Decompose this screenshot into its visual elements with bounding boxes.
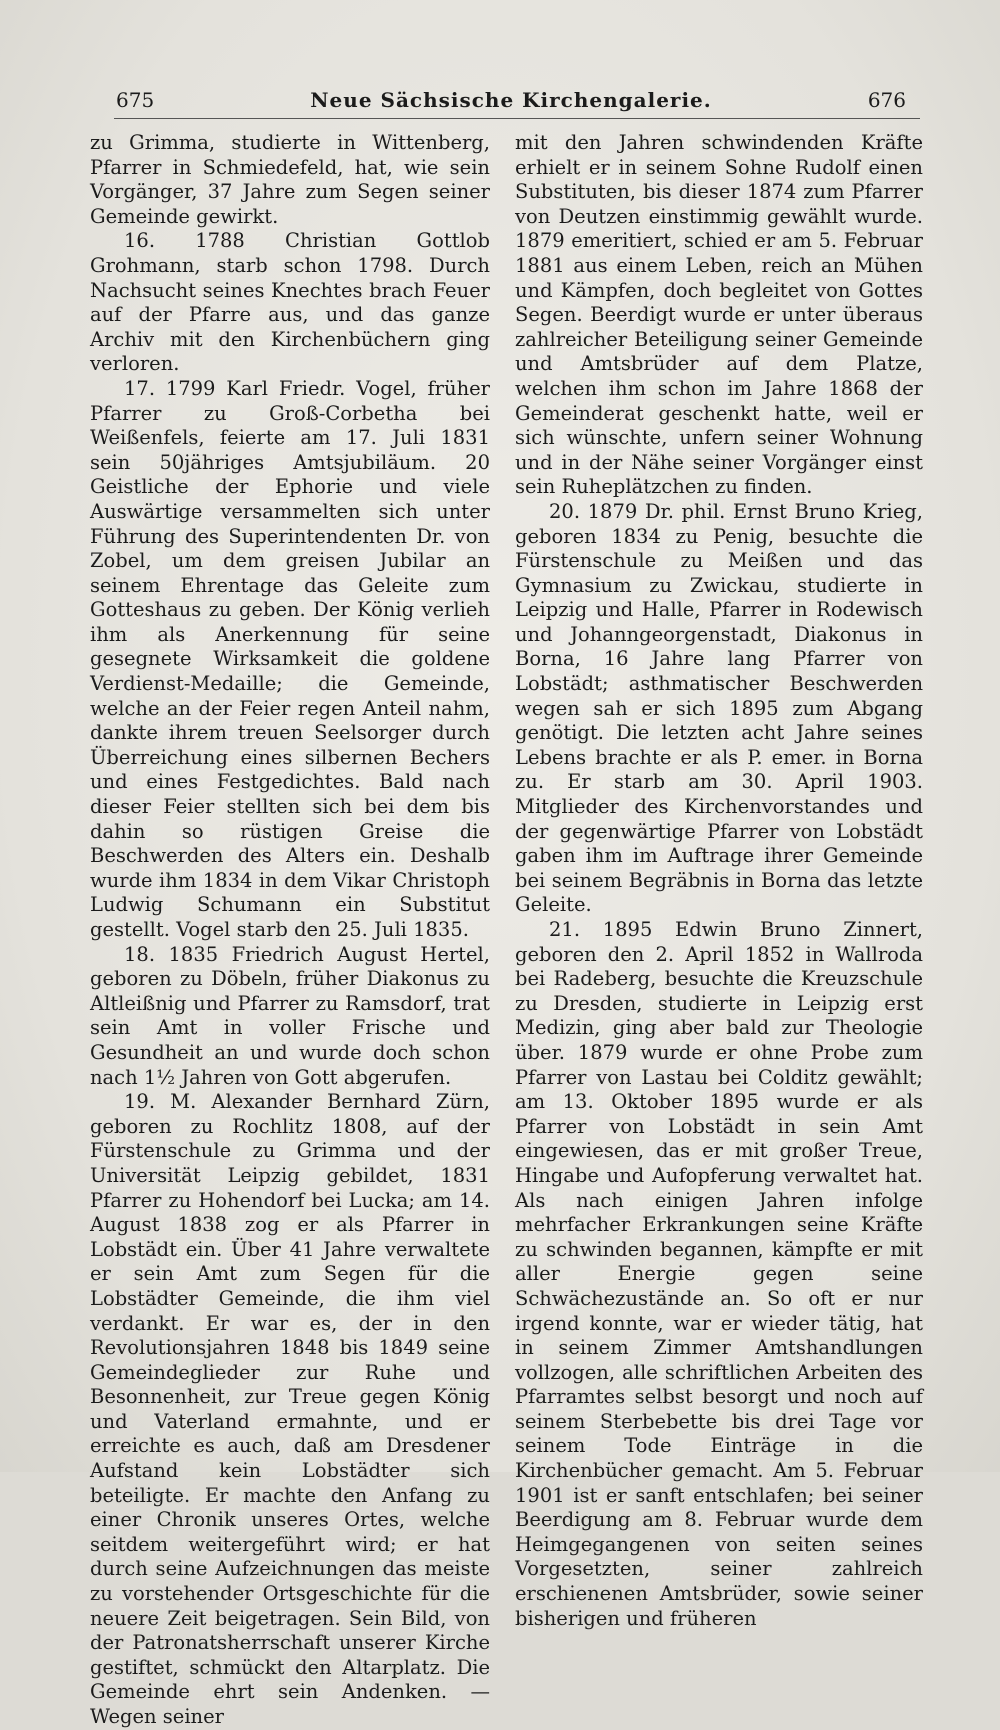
paragraph: 17. 1799 Karl Friedr. Vogel, früher Pfarrer zu Groß-Corbetha bei Weißenfels, feierte am 17. Juli 1831 sein 50jähriges Amtsjubiläum. 20 Geistliche der Ephorie und viele Auswärtige versammelten sich unter Führung des Superintendenten Dr. von Zobel, um dem greisen Jubilar an seinem Ehrentage das Geleite zum Gotteshaus zu geben. Der König verlieh ihm als Anerkennung für seine gesegnete Wirksamkeit die goldene Verdienst-Medaille; die Gemeinde, welche an der Feier regen Anteil nahm, dankte ihrem treuen Seelsorger durch Überreichung eines silbernen Bechers und eines Festgedichtes. Bald nach dieser Feier stellten sich bei dem bis dahin so rüstigen Greise die Beschwerden des Alters ein. Deshalb wurde ihm 1834 in dem Vikar Christoph Ludwig Schumann ein Substitut gestellt. Vogel starb den 25. Juli 1835. — [90, 376, 490, 941]
paragraph: 19. M. Alexander Bernhard Zürn, geboren zu Rochlitz 1808, auf der Fürstenschule zu Grimma und der Universität Leipzig gebildet, 1831 Pfarrer zu Hohendorf bei Lucka; am 14. August 1838 zog er als Pfarrer in Lobstädt ein. Über 41 Jahre verwaltete er sein Amt zum Segen für die Lobstädter Gemeinde, die ihm viel verdankt. Er war es, der in den Revolutionsjahren 1848 bis 1849 seine Gemeindeglieder zur Ruhe und Besonnenheit, zur Treue gegen König und Vaterland ermahnte, und er erreichte es auch, daß am Dresdener Aufstand kein Lobstädter sich beteiligte. Er machte den Anfang zu einer Chronik unseres Ortes, welche seitdem weitergeführt wird; er hat durch seine Aufzeichnungen das meiste zu vorstehender Ortsgeschichte für die neuere Zeit beigetragen. Sein Bild, von der Patronatsherrschaft unserer Kirche gestiftet, schmückt den Altarplatz. Die Gemeinde ehrt sein Andenken. — Wegen seiner — [90, 1090, 490, 1728]
paragraph: 21. 1895 Edwin Bruno Zinnert, geboren den 2. April 1852 in Wallroda bei Radeberg, besuchte die Kreuzschule zu Dresden, studierte in Leipzig erst Medizin, ging aber bald zur Theologie über. 1879 wurde er ohne Probe zum Pfarrer von Lastau bei Colditz gewählt; am 13. Oktober 1895 wurde er als Pfarrer von Lobstädt in sein Amt eingewiesen, das er mit großer Treue, Hingabe und Aufopferung verwaltet hat. Als nach einigen Jahren infolge mehrfacher Erkrankungen seine Kräfte zu schwinden begannen, kämpfte er mit aller Energie gegen seine Schwächezustände an. So oft er nur irgend konnte, war er wieder tätig, hat in seinem Zimmer Amtshandlungen vollzogen, alle schriftlichen Arbeiten des Pfarramtes selbst besorgt und noch auf seinem Sterbebette bis drei Tage vor seinem Tode Einträge in die Kirchenbücher gemacht. Am 5. Februar 1901 ist er sanft entschlafen; bei seiner Beerdigung am 8. Februar wurde dem Heimgegangenen von seiten seines Vorgesetzten, seiner zahlreich erschienenen Amtsbrüder, sowie seiner bisherigen und früheren — [515, 918, 923, 1630]
paragraph: 20. 1879 Dr. phil. Ernst Bruno Krieg, geboren 1834 zu Penig, besuchte die Fürstenschule zu Meißen und das Gymnasium zu Zwickau, studierte in Leipzig und Halle, Pfarrer in Rodewisch und Johanngeorgenstadt, Diakonus in Borna, 16 Jahre lang Pfarrer von Lobstädt; asthmatischer Beschwerden wegen sah er sich 1895 zum Abgang genötigt. Die letzten acht Jahre seines Lebens brachte er als P. emer. in Borna zu. Er starb am 30. April 1903. Mitglieder des Kirchenvorstandes und der gegenwärtige Pfarrer von Lobstädt gaben ihm im Auftrage ihrer Gemeinde bei seinem Begräbnis in Borna das letzte Geleite. — [515, 499, 923, 917]
header-rule — [114, 118, 920, 119]
page-number-left: 675 — [116, 88, 155, 112]
paragraph: zu Grimma, studierte in Wittenberg, Pfarrer in Schmiedefeld, hat, wie sein Vorgänger, 37 Jahre zum Segen seiner Gemeinde gewirkt. — [90, 131, 490, 228]
running-title: Neue Sächsische Kirchengalerie. — [310, 88, 712, 112]
paragraph: 16. 1788 Christian Gottlob Grohmann, starb schon 1798. Durch Nachsucht seines Knechtes brach Feuer auf der Pfarre aus, und das ganze Archiv mit den Kirchenbüchern ging verloren. — [90, 229, 490, 376]
right-column — [515, 131, 923, 1631]
running-header — [116, 88, 906, 118]
paragraph: 18. 1835 Friedrich August Hertel, geboren zu Döbeln, früher Diakonus zu Altleißnig und Pfarrer zu Ramsdorf, trat sein Amt in voller Frische und Gesundheit an und wurde doch schon nach 1½ Jahren von Gott abgerufen. — [90, 942, 490, 1089]
page-number-right: 676 — [867, 88, 906, 112]
paragraph: mit den Jahren schwindenden Kräfte erhielt er in seinem Sohne Rudolf einen Substituten, bis dieser 1874 zum Pfarrer von Deutzen einstimmig gewählt wurde. 1879 emeritiert, schied er am 5. Februar 1881 aus einem Leben, reich an Mühen und Kämpfen, doch begleitet von Gottes Segen. Beerdigt wurde er unter überaus zahlreicher Beteiligung seiner Gemeinde und Amtsbrüder auf dem Platze, welchen ihm schon im Jahre 1868 der Gemeinderat geschenkt hatte, weil er sich wünschte, unfern seiner Wohnung und in der Nähe seiner Vorgänger einst sein Ruheplätzchen zu finden. — [515, 131, 923, 499]
left-column — [90, 131, 490, 1730]
